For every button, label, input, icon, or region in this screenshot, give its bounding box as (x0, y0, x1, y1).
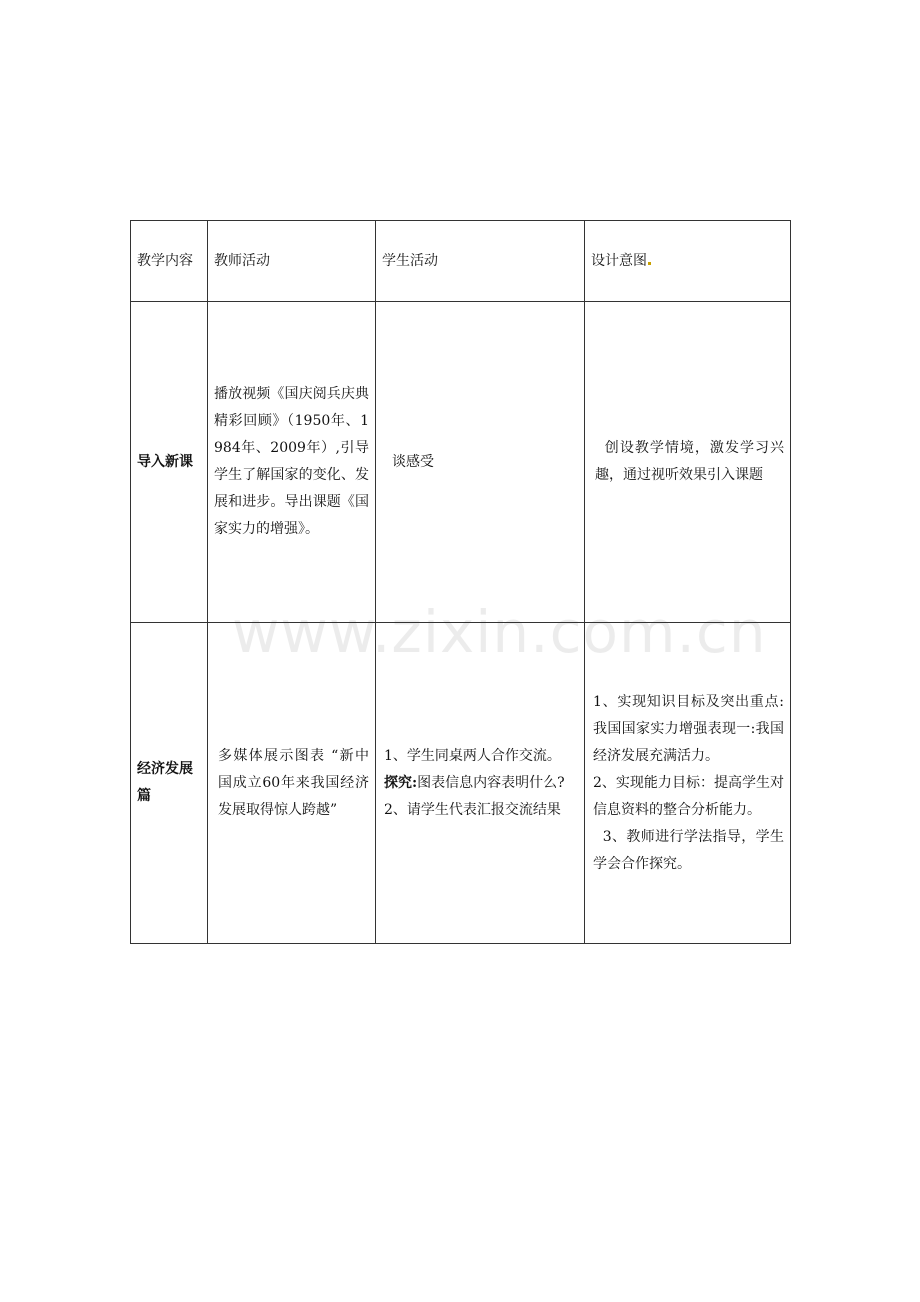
student-step-2: 2、请学生代表汇报交流结果 (384, 801, 561, 818)
design-goal-1: 1、实现知识目标及突出重点:我国国家实力增强表现一:我国经济发展充满活力。 (593, 693, 784, 764)
header-design-intent: 设计意图 (585, 221, 791, 302)
teacher-activity-cell: 多媒体展示图表 “新中国成立60年来我国经济发展取得惊人跨越” (208, 623, 376, 944)
design-intent-cell (585, 623, 791, 944)
section-label: 导入新课 (131, 302, 208, 623)
table-row (131, 623, 791, 944)
yellow-dot-mark (648, 262, 651, 265)
watermark: www.zixin.com.cn (232, 598, 767, 666)
lesson-plan-table (130, 220, 791, 944)
table-header-row (131, 221, 791, 302)
teacher-activity-cell: 播放视频《国庆阅兵庆典精彩回顾》（1950年、1984年、2009年）,引导学生了解国家的变化、发展和进步。导出课题《国家实力的增强》。 (208, 302, 376, 623)
explore-text: 图表信息内容表明什么? (417, 774, 565, 791)
student-activity-cell: 谈感受 (376, 302, 585, 623)
student-step-1: 1、学生同桌两人合作交流。 (384, 747, 561, 764)
design-goal-3: 3、教师进行学法指导，学生学会合作探究。 (593, 828, 784, 872)
student-activity-cell (376, 623, 585, 944)
section-label: 经济发展篇 (131, 623, 208, 944)
design-goal-2: 2、实现能力目标：提高学生对信息资料的整合分析能力。 (593, 774, 784, 818)
design-intent-cell: 创设教学情境，激发学习兴趣，通过视听效果引入课题 (585, 302, 791, 623)
header-teacher-activity: 教师活动 (208, 221, 376, 302)
header-content: 教学内容 (131, 221, 208, 302)
header-student-activity: 学生活动 (376, 221, 585, 302)
explore-label: 探究: (384, 774, 418, 791)
table-row (131, 302, 791, 623)
student-explore (384, 770, 578, 797)
